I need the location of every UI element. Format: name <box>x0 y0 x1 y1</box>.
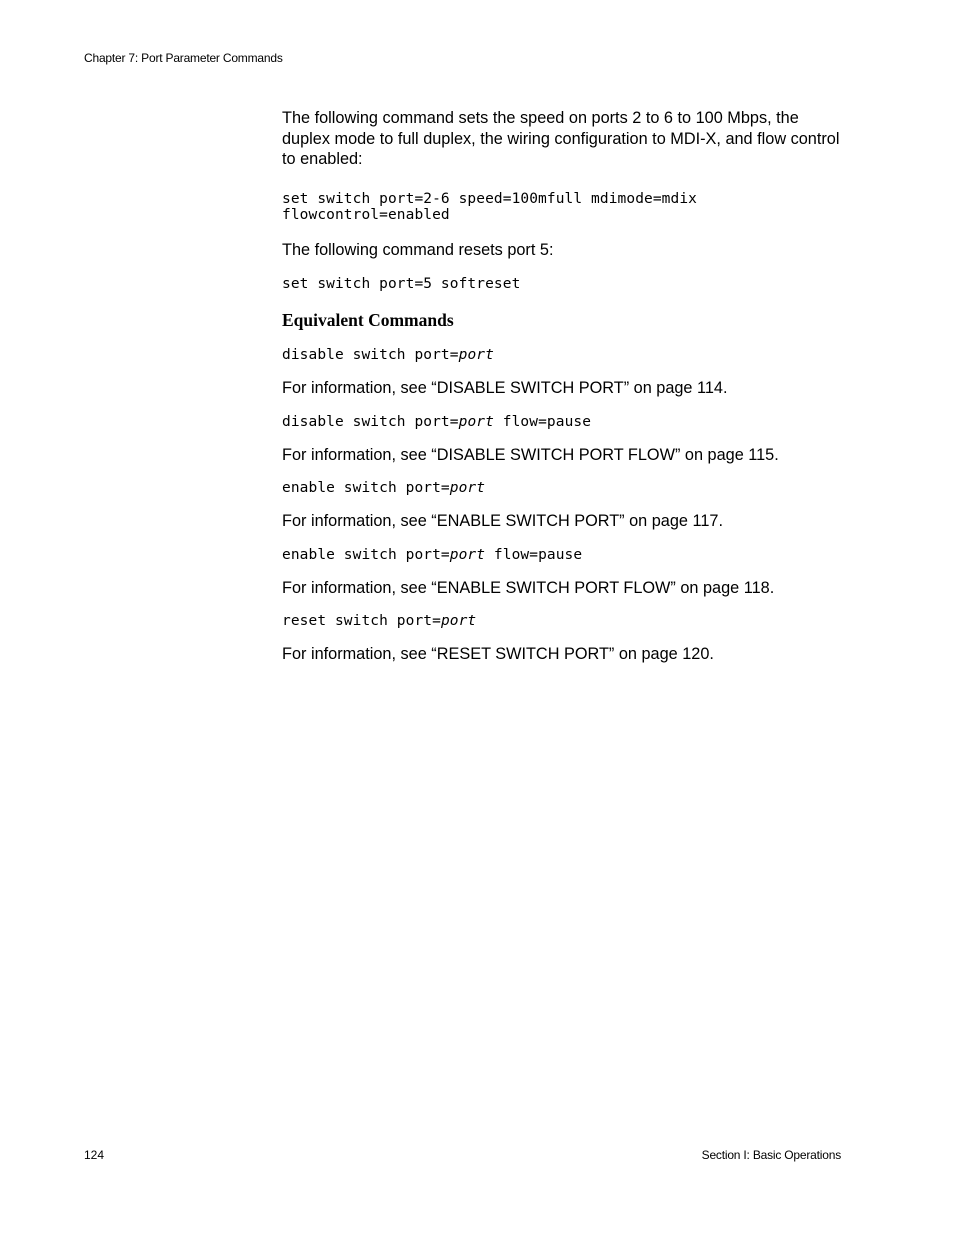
command-argument: port <box>458 347 494 363</box>
command-argument: port <box>458 413 494 430</box>
example1-code-line1: set switch port=2-6 speed=100mfull mdimode=mdix <box>282 190 697 207</box>
equivalent-command <box>282 480 842 496</box>
command-prefix: enable switch port= <box>282 480 450 496</box>
equivalent-command <box>282 547 842 563</box>
command-suffix: flow=pause <box>485 546 583 563</box>
command-info: For information, see “DISABLE SWITCH PORT FLOW” on page 115. <box>282 445 779 464</box>
example1-code-line2: flowcontrol=enabled <box>282 206 450 223</box>
example1-description: The following command sets the speed on ports 2 to 6 to 100 Mbps, the duplex mode to full duplex, the wiring configuration to MDI-X, and flow control to enabled: <box>282 109 840 168</box>
command-prefix: enable switch port= <box>282 546 450 563</box>
section-heading: Equivalent Commands <box>282 310 454 330</box>
command-info: For information, see “ENABLE SWITCH PORT FLOW” on page 118. <box>282 578 775 597</box>
equivalent-command <box>282 414 842 430</box>
page-content <box>282 108 842 665</box>
page-number: 124 <box>84 1148 105 1162</box>
example2-description: The following command resets port 5: <box>282 240 554 259</box>
command-info: For information, see “ENABLE SWITCH PORT” on page 117. <box>282 512 723 530</box>
command-info: For information, see “RESET SWITCH PORT” on page 120. <box>282 645 714 663</box>
command-prefix: disable switch port= <box>282 413 459 430</box>
command-prefix: reset switch port= <box>282 613 441 629</box>
command-info: For information, see “DISABLE SWITCH PORT” on page 114. <box>282 379 728 397</box>
command-argument: port <box>449 546 486 563</box>
running-head: Chapter 7: Port Parameter Commands <box>84 51 283 65</box>
command-suffix: flow=pause <box>493 413 592 430</box>
command-argument: port <box>440 613 477 629</box>
example2-code: set switch port=5 softreset <box>282 276 521 292</box>
equivalent-command <box>282 347 842 363</box>
section-title: Section I: Basic Operations <box>701 1148 841 1162</box>
command-prefix: disable switch port= <box>282 347 459 363</box>
equivalent-command <box>282 613 842 629</box>
command-argument: port <box>449 480 486 496</box>
